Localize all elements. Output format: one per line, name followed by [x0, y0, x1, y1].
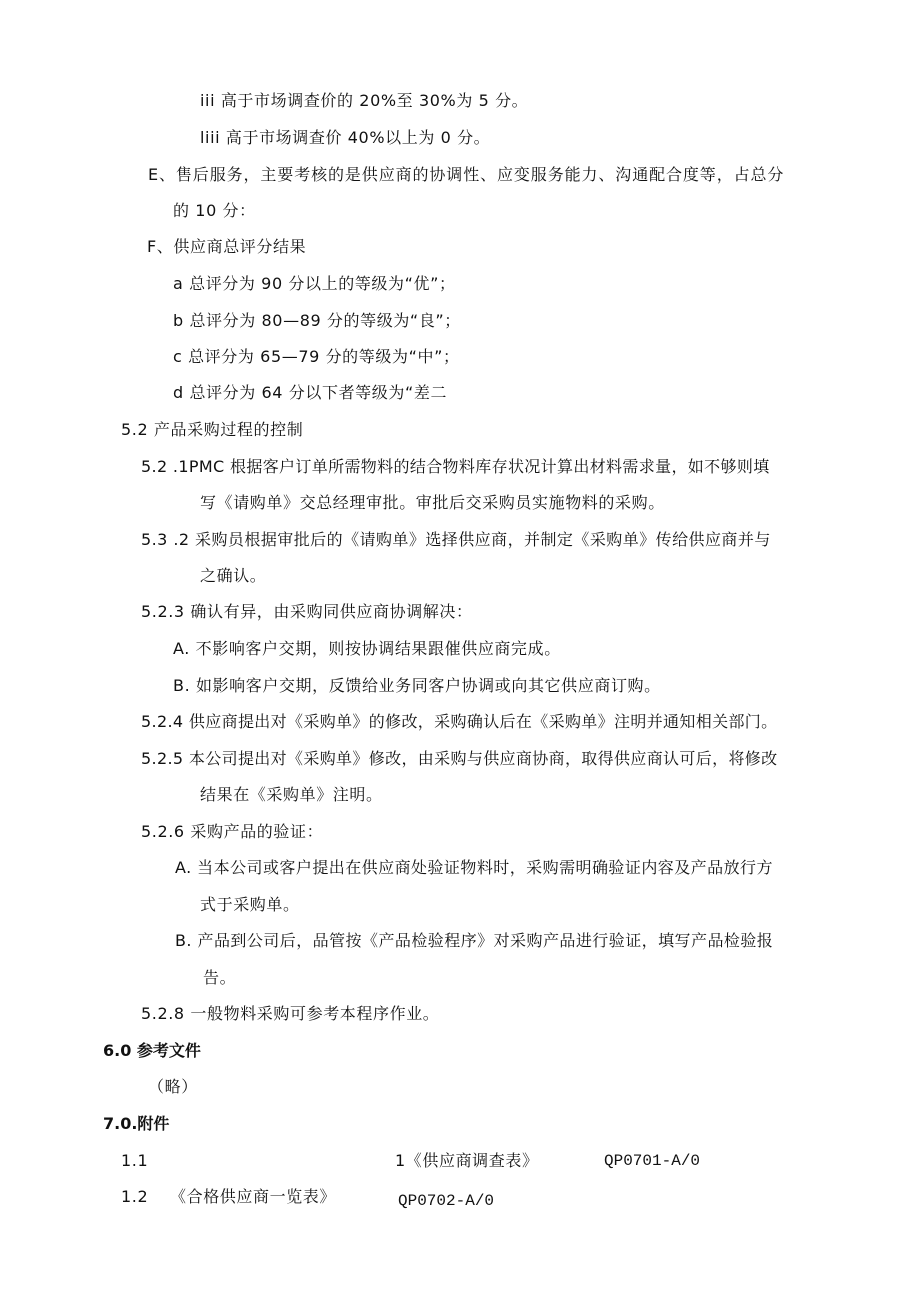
text-line: F、供应商总评分结果 — [147, 237, 307, 256]
text-line: a 总评分为 90 分以上的等级为“优”； — [173, 274, 456, 293]
attachment-number: 1.2 — [121, 1187, 149, 1206]
text-line: 之确认。 — [200, 566, 267, 585]
text-line: 写《请购单》交总经理审批。审批后交采购员实施物料的采购。 — [200, 493, 665, 512]
text-line: 5.2.6 采购产品的验证： — [141, 822, 324, 841]
text-line: A. 不影响客户交期，则按协调结果跟催供应商完成。 — [173, 639, 561, 658]
text-line: 5.2.8 一般物料采购可参考本程序作业。 — [141, 1004, 440, 1023]
text-line: 结果在《采购单》注明。 — [200, 785, 383, 804]
text-line: A. 当本公司或客户提出在供应商处验证物料时，采购需明确验证内容及产品放行方 — [175, 858, 773, 877]
section-heading: 6.0 参考文件 — [103, 1041, 201, 1060]
section-heading: 5.2 产品采购过程的控制 — [121, 420, 304, 439]
text-line: 告。 — [203, 968, 237, 987]
text-line: 5.2.3 确认有异，由采购同供应商协调解决： — [141, 602, 473, 621]
attachment-title: 1《供应商调查表》 — [395, 1151, 539, 1170]
section-heading: 7.0.附件 — [103, 1114, 170, 1133]
text-line: B. 产品到公司后，品管按《产品检验程序》对采购产品进行验证，填写产品检验报 — [175, 931, 774, 950]
text-line: 5.2 .1PMC 根据客户订单所需物料的结合物料库存状况计算出材料需求量，如不够则填 — [141, 457, 770, 476]
text-line: 5.3 .2 采购员根据审批后的《请购单》选择供应商，并制定《采购单》传给供应商并与 — [141, 530, 771, 549]
text-line: 的 10 分： — [173, 201, 256, 220]
text-line: （略） — [148, 1077, 198, 1096]
text-line: E、售后服务，主要考核的是供应商的协调性、应变服务能力、沟通配合度等，占总分 — [148, 165, 785, 184]
attachment-code: QP0702-A/0 — [398, 1192, 495, 1210]
text-line: liii 高于市场调查价 40%以上为 0 分。 — [200, 128, 491, 147]
text-line: B. 如影响客户交期，反馈给业务同客户协调或向其它供应商订购。 — [173, 676, 661, 695]
text-line: b 总评分为 80—89 分的等级为“良”； — [173, 311, 461, 330]
text-line: 式于采购单。 — [200, 895, 300, 914]
text-line: 5.2.5 本公司提出对《采购单》修改，由采购与供应商协商，取得供应商认可后，将修改 — [141, 749, 778, 768]
text-line: c 总评分为 65—79 分的等级为“中”； — [173, 347, 460, 366]
text-line: iii 高于市场调查价的 20%至 30%为 5 分。 — [200, 91, 529, 110]
attachment-number: 1.1 — [121, 1151, 149, 1170]
text-line: 5.2.4 供应商提出对《采购单》的修改，采购确认后在《采购单》注明并通知相关部门。 — [141, 712, 778, 731]
attachment-title: 《合格供应商一览表》 — [170, 1187, 337, 1206]
text-line: d 总评分为 64 分以下者等级为“差二 — [173, 383, 448, 402]
attachment-code: QP0701-A/0 — [604, 1152, 701, 1170]
